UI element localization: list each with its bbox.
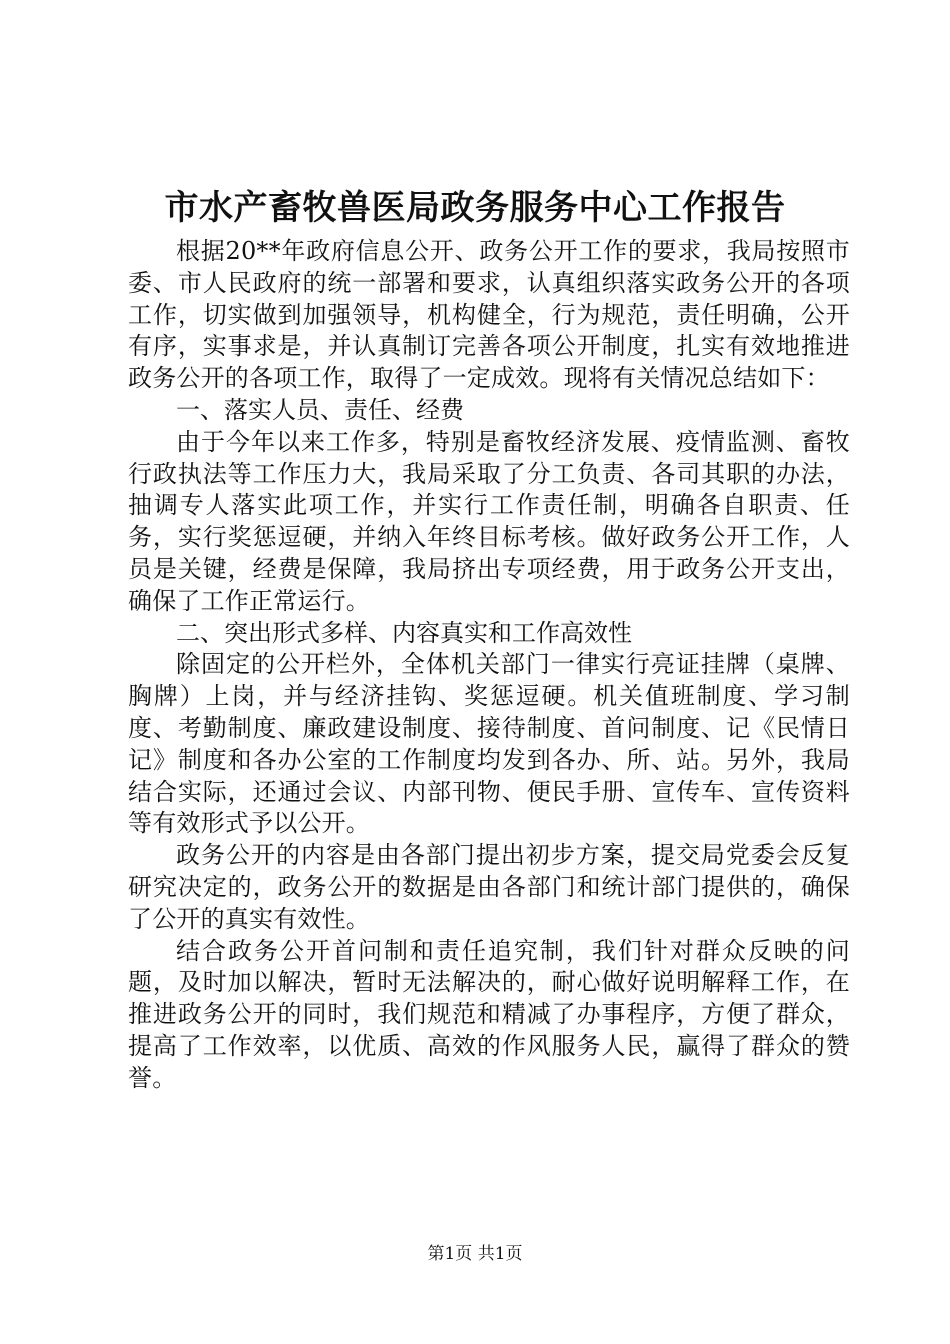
- section-1-paragraph: 由于今年以来工作多，特别是畜牧经济发展、疫情监测、畜牧行政执法等工作压力大，我局采取了分工负责、各司其职的办法，抽调专人落实此项工作，并实行工作责任制，明确各自职责、任务，实行奖惩逗硬，并纳入年终目标考核。做好政务公开工作，人员是关键，经费是保障，我局挤出专项经费，用于政务公开支出，确保了工作正常运行。: [128, 427, 850, 615]
- section-2-paragraph-1: 除固定的公开栏外，全体机关部门一律实行亮证挂牌（桌牌、胸牌）上岗，并与经济挂钩、奖惩逗硬。机关值班制度、学习制度、考勤制度、廉政建设制度、接待制度、首问制度、记《民情日记》制度和各办公室的工作制度均发到各办、所、站。另外，我局结合实际，还通过会议、内部刊物、便民手册、宣传车、宣传资料等有效形式予以公开。: [128, 650, 850, 838]
- section-2-paragraph-2: 政务公开的内容是由各部门提出初步方案，提交局党委会反复研究决定的，政务公开的数据是由各部门和统计部门提供的，确保了公开的真实有效性。: [128, 841, 850, 933]
- section-2-paragraph-3: 结合政务公开首问制和责任追究制，我们针对群众反映的问题，及时加以解决，暂时无法解决的，耐心做好说明解释工作，在推进政务公开的同时，我们规范和精减了办事程序，方便了群众，提高了工作效率，以优质、高效的作风服务人民，赢得了群众的赞誉。: [128, 936, 850, 1092]
- document-title: 市水产畜牧兽医局政务服务中心工作报告: [164, 188, 786, 228]
- page-number-footer: 第1页 共1页: [427, 1244, 523, 1264]
- section-heading-1: 一、落实人员、责任、经费: [176, 395, 464, 424]
- document-body: [128, 236, 850, 1095]
- intro-paragraph: 根据20**年政府信息公开、政务公开工作的要求，我局按照市委、市人民政府的统一部署和要求，认真组织落实政务公开的各项工作，切实做到加强领导，机构健全，行为规范，责任明确，公开有序，实事求是，并认真制订完善各项公开制度，扎实有效地推进政务公开的各项工作，取得了一定成效。现将有关情况总结如下：: [128, 237, 850, 393]
- section-heading-2: 二、突出形式多样、内容真实和工作高效性: [176, 618, 632, 647]
